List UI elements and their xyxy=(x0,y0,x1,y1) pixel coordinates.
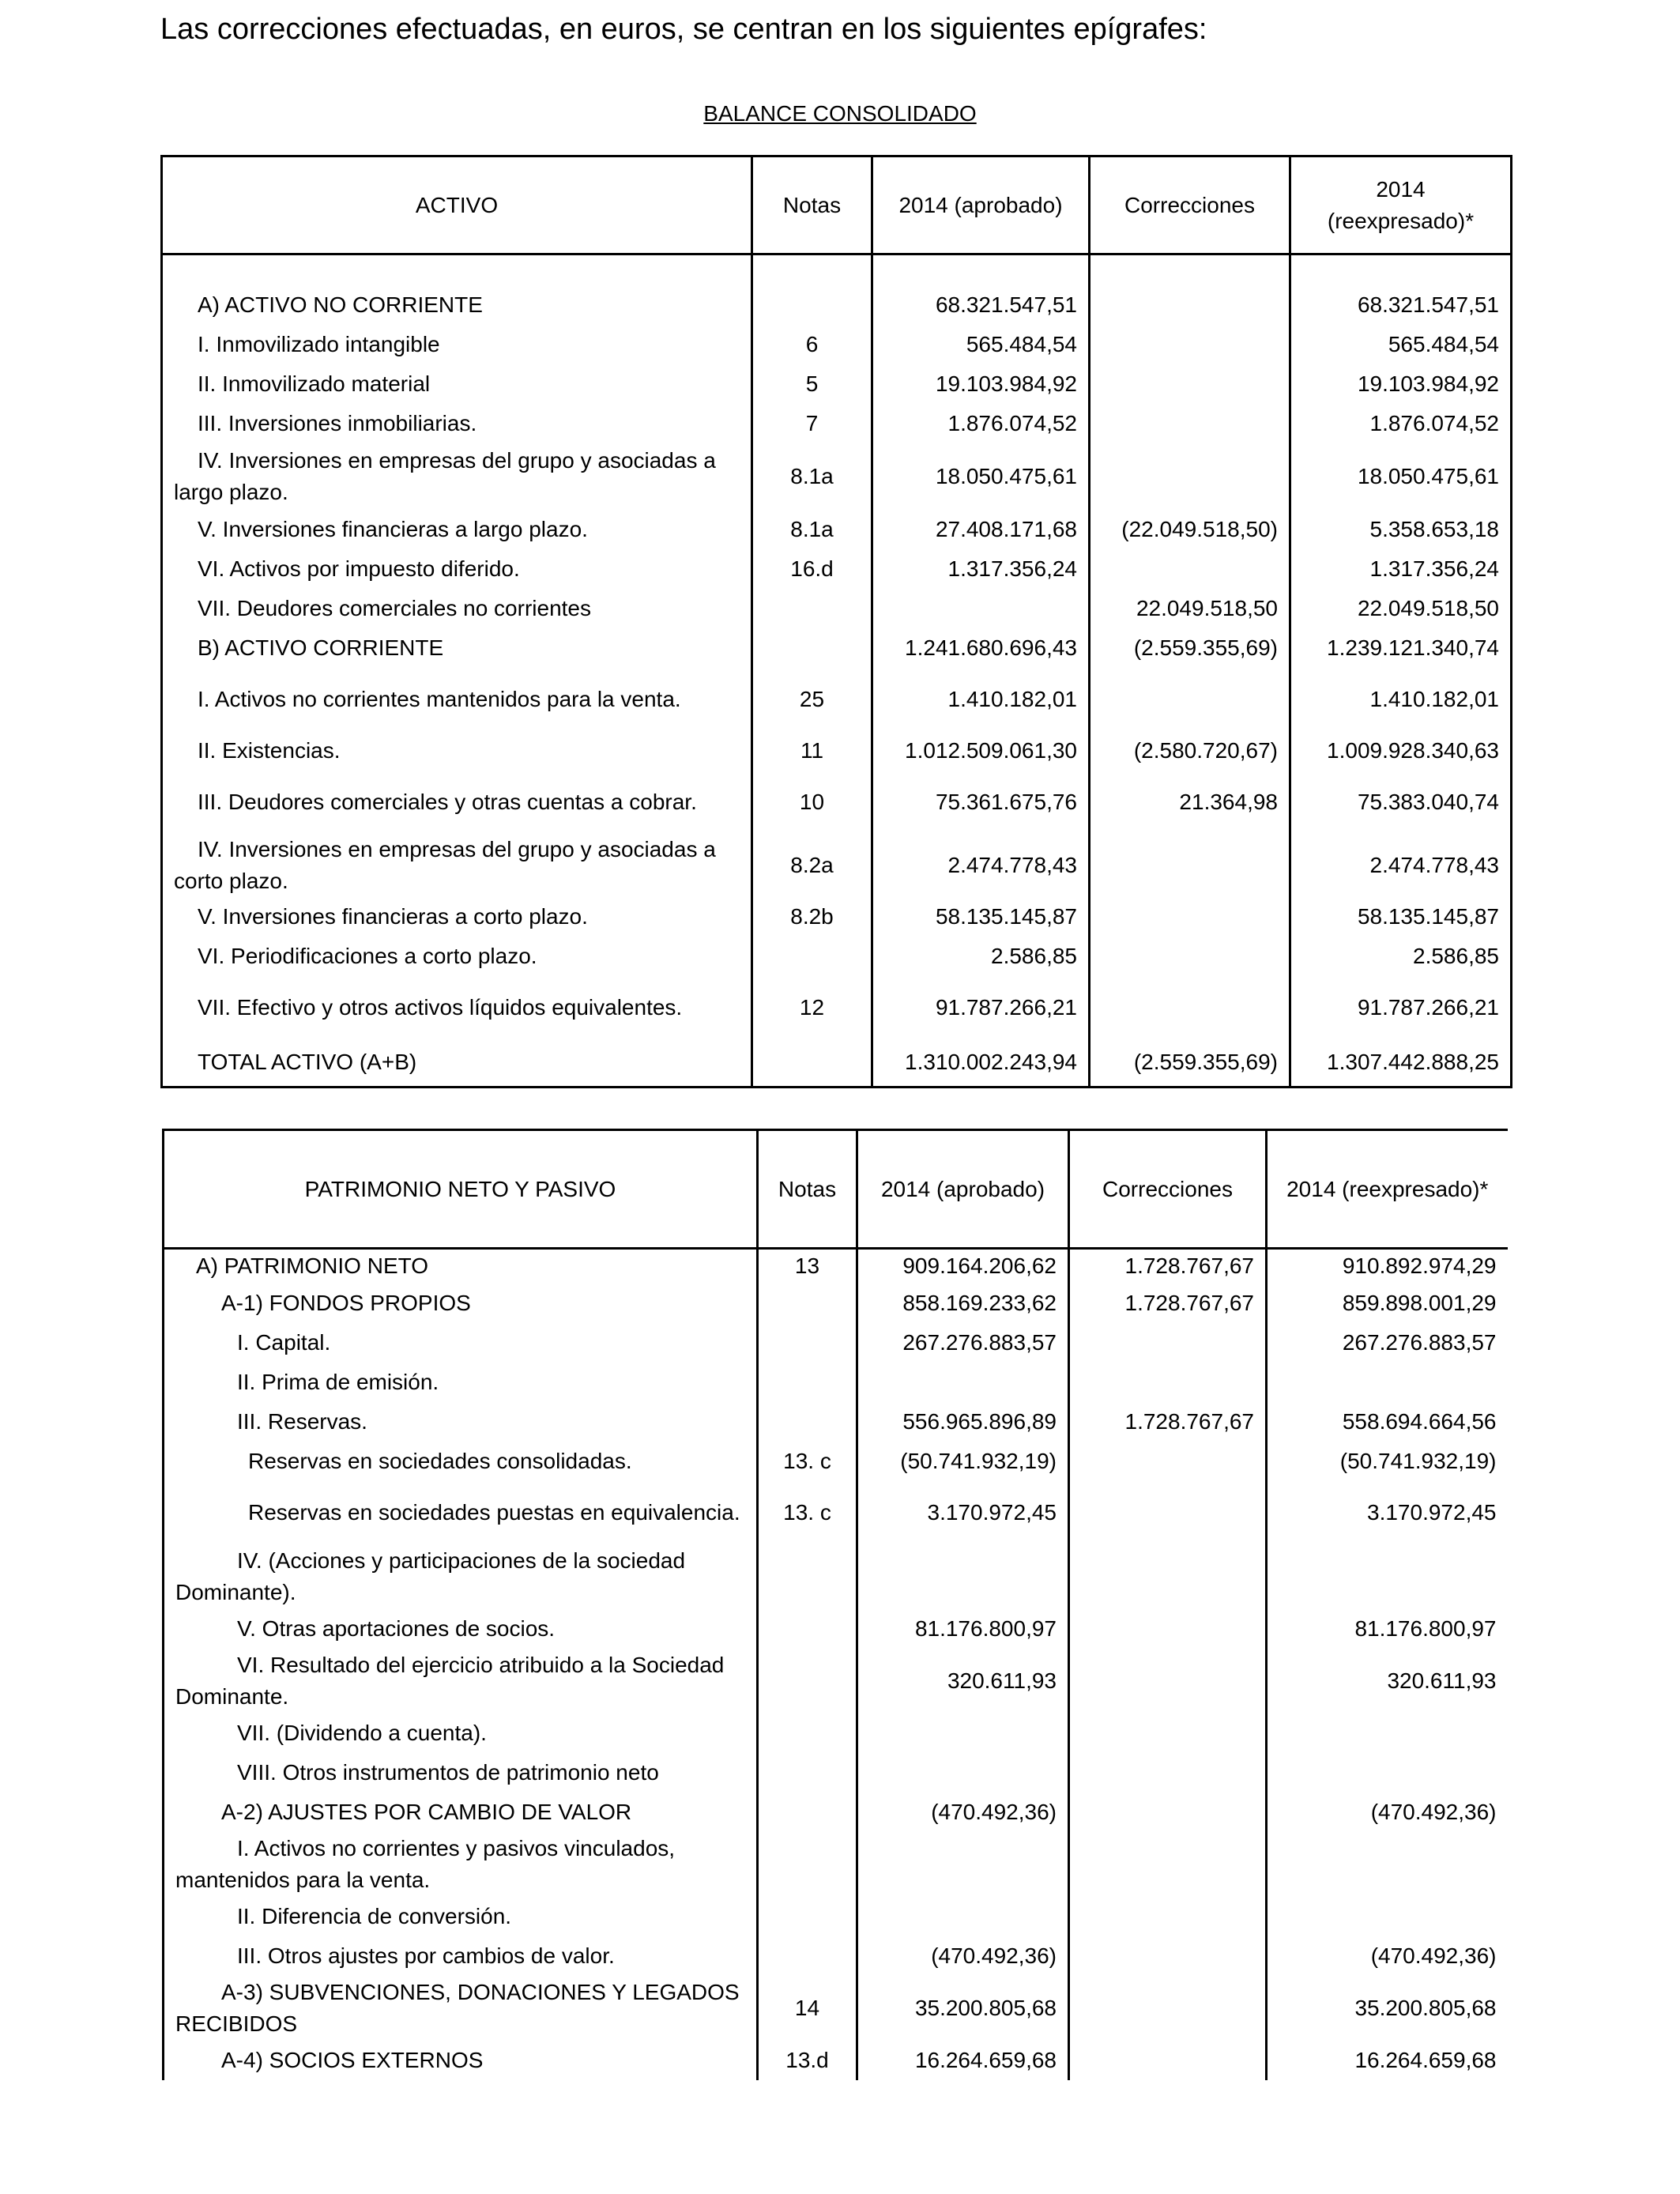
row-label: IV. Inversiones en empresas del grupo y asociadas a largo plazo. xyxy=(162,443,752,510)
row-label: II. Diferencia de conversión. xyxy=(164,1897,758,1936)
row-correcciones xyxy=(1069,2041,1267,2080)
row-notas: 13. c xyxy=(758,1481,857,1544)
row-correcciones: (2.559.355,69) xyxy=(1090,1039,1290,1087)
row-aprobado xyxy=(857,1897,1069,1936)
row-aprobado: 320.611,93 xyxy=(857,1649,1069,1713)
row-notas xyxy=(758,1363,857,1402)
row-notas xyxy=(758,1793,857,1832)
table-row xyxy=(164,1323,1508,1363)
row-label: III. Otros ajustes por cambios de valor. xyxy=(164,1936,758,1976)
row-label: III. Inversiones inmobiliarias. xyxy=(162,404,752,443)
header-correcciones: Correcciones xyxy=(1069,1130,1267,1249)
row-reexpresado: 1.239.121.340,74 xyxy=(1290,628,1512,668)
row-aprobado: (50.741.932,19) xyxy=(857,1442,1069,1481)
row-notas: 25 xyxy=(752,668,872,731)
row-correcciones: (22.049.518,50) xyxy=(1090,510,1290,549)
row-label: B) ACTIVO CORRIENTE xyxy=(162,628,752,668)
row-correcciones: 1.728.767,67 xyxy=(1069,1284,1267,1323)
row-label: A) PATRIMONIO NETO xyxy=(164,1249,758,1284)
row-correcciones xyxy=(1069,1323,1267,1363)
row-correcciones xyxy=(1069,1363,1267,1402)
row-label: I. Inmovilizado intangible xyxy=(162,325,752,364)
row-correcciones xyxy=(1069,1609,1267,1649)
row-reexpresado xyxy=(1267,1713,1508,1753)
table-row xyxy=(164,1284,1508,1323)
row-reexpresado: 1.410.182,01 xyxy=(1290,668,1512,731)
table-row xyxy=(162,937,1512,976)
table-row xyxy=(162,404,1512,443)
row-label: VI. Resultado del ejercicio atribuido a la Sociedad Dominante. xyxy=(164,1649,758,1713)
pasivo-table xyxy=(162,1129,1508,2080)
row-aprobado: 3.170.972,45 xyxy=(857,1481,1069,1544)
row-aprobado: 858.169.233,62 xyxy=(857,1284,1069,1323)
row-correcciones: 21.364,98 xyxy=(1090,771,1290,834)
row-reexpresado: 565.484,54 xyxy=(1290,325,1512,364)
row-correcciones xyxy=(1069,1481,1267,1544)
row-aprobado: (470.492,36) xyxy=(857,1793,1069,1832)
row-aprobado xyxy=(857,1832,1069,1897)
row-aprobado: 909.164.206,62 xyxy=(857,1249,1069,1284)
row-notas: 6 xyxy=(752,325,872,364)
row-notas xyxy=(752,1039,872,1087)
row-correcciones xyxy=(1069,1544,1267,1609)
row-label: IV. Inversiones en empresas del grupo y asociadas a corto plazo. xyxy=(162,834,752,897)
row-aprobado xyxy=(872,589,1090,628)
row-aprobado: 1.310.002.243,94 xyxy=(872,1039,1090,1087)
row-reexpresado xyxy=(1267,1544,1508,1609)
row-correcciones xyxy=(1069,1936,1267,1976)
row-reexpresado: 68.321.547,51 xyxy=(1290,285,1512,325)
row-correcciones xyxy=(1069,1442,1267,1481)
table-row xyxy=(162,834,1512,897)
row-correcciones: 22.049.518,50 xyxy=(1090,589,1290,628)
row-notas: 8.2a xyxy=(752,834,872,897)
row-reexpresado: 2.474.778,43 xyxy=(1290,834,1512,897)
row-reexpresado: 267.276.883,57 xyxy=(1267,1323,1508,1363)
row-reexpresado xyxy=(1267,1832,1508,1897)
row-reexpresado: 35.200.805,68 xyxy=(1267,1976,1508,2041)
row-label: III. Reservas. xyxy=(164,1402,758,1442)
row-notas: 16.d xyxy=(752,549,872,589)
row-reexpresado: 1.876.074,52 xyxy=(1290,404,1512,443)
row-label: I. Capital. xyxy=(164,1323,758,1363)
table-row xyxy=(164,1249,1508,1284)
row-correcciones xyxy=(1090,834,1290,897)
table-row xyxy=(162,668,1512,731)
row-notas xyxy=(758,1832,857,1897)
row-aprobado: 267.276.883,57 xyxy=(857,1323,1069,1363)
row-aprobado xyxy=(857,1544,1069,1609)
row-correcciones xyxy=(1090,549,1290,589)
row-correcciones xyxy=(1069,1753,1267,1793)
row-aprobado: 58.135.145,87 xyxy=(872,897,1090,937)
row-label: TOTAL ACTIVO (A+B) xyxy=(162,1039,752,1087)
table-row xyxy=(164,1832,1508,1897)
header-activo: ACTIVO xyxy=(162,156,752,254)
row-correcciones xyxy=(1090,668,1290,731)
spacer-row xyxy=(162,254,1512,286)
row-reexpresado: 910.892.974,29 xyxy=(1267,1249,1508,1284)
row-reexpresado: 75.383.040,74 xyxy=(1290,771,1512,834)
row-notas: 7 xyxy=(752,404,872,443)
row-notas xyxy=(758,1544,857,1609)
row-correcciones xyxy=(1090,364,1290,404)
row-correcciones xyxy=(1090,443,1290,510)
row-aprobado: 68.321.547,51 xyxy=(872,285,1090,325)
row-aprobado: 1.012.509.061,30 xyxy=(872,731,1090,771)
table-row xyxy=(162,325,1512,364)
row-label: VIII. Otros instrumentos de patrimonio neto xyxy=(164,1753,758,1793)
row-notas xyxy=(758,1284,857,1323)
row-aprobado: 16.264.659,68 xyxy=(857,2041,1069,2080)
row-label: A-4) SOCIOS EXTERNOS xyxy=(164,2041,758,2080)
table-row xyxy=(164,1713,1508,1753)
row-notas xyxy=(752,285,872,325)
row-aprobado: 91.787.266,21 xyxy=(872,976,1090,1039)
row-reexpresado: 558.694.664,56 xyxy=(1267,1402,1508,1442)
row-reexpresado: 81.176.800,97 xyxy=(1267,1609,1508,1649)
row-reexpresado xyxy=(1267,1897,1508,1936)
row-label: III. Deudores comerciales y otras cuentas a cobrar. xyxy=(162,771,752,834)
row-notas: 8.1a xyxy=(752,510,872,549)
row-correcciones xyxy=(1090,404,1290,443)
header-patrimonio: PATRIMONIO NETO Y PASIVO xyxy=(164,1130,758,1249)
row-correcciones xyxy=(1069,1793,1267,1832)
row-label: V. Otras aportaciones de socios. xyxy=(164,1609,758,1649)
row-label: Reservas en sociedades puestas en equivalencia. xyxy=(164,1481,758,1544)
row-reexpresado: (470.492,36) xyxy=(1267,1936,1508,1976)
header-notas: Notas xyxy=(752,156,872,254)
row-correcciones xyxy=(1090,897,1290,937)
row-label: V. Inversiones financieras a largo plazo. xyxy=(162,510,752,549)
row-correcciones: 1.728.767,67 xyxy=(1069,1402,1267,1442)
row-reexpresado: 2.586,85 xyxy=(1290,937,1512,976)
row-aprobado xyxy=(857,1713,1069,1753)
table-row xyxy=(162,897,1512,937)
table-row xyxy=(162,771,1512,834)
balance-caption-text: BALANCE CONSOLIDADO xyxy=(703,101,977,126)
row-notas xyxy=(758,1323,857,1363)
table-row xyxy=(164,1442,1508,1481)
row-notas: 14 xyxy=(758,1976,857,2041)
row-notas xyxy=(752,628,872,668)
row-label: VI. Activos por impuesto diferido. xyxy=(162,549,752,589)
table-row xyxy=(162,285,1512,325)
row-aprobado: 2.586,85 xyxy=(872,937,1090,976)
header-correcciones: Correcciones xyxy=(1090,156,1290,254)
row-reexpresado xyxy=(1267,1753,1508,1793)
table-row xyxy=(162,510,1512,549)
row-reexpresado: 1.307.442.888,25 xyxy=(1290,1039,1512,1087)
row-correcciones xyxy=(1090,976,1290,1039)
row-reexpresado xyxy=(1267,1363,1508,1402)
table-row xyxy=(164,1544,1508,1609)
row-reexpresado: 16.264.659,68 xyxy=(1267,2041,1508,2080)
table-row xyxy=(162,1039,1512,1087)
table-row xyxy=(162,628,1512,668)
row-reexpresado: 1.009.928.340,63 xyxy=(1290,731,1512,771)
table-row xyxy=(162,443,1512,510)
row-reexpresado: 19.103.984,92 xyxy=(1290,364,1512,404)
row-label: A) ACTIVO NO CORRIENTE xyxy=(162,285,752,325)
table-row xyxy=(164,1897,1508,1936)
table-row xyxy=(164,1363,1508,1402)
row-correcciones: (2.580.720,67) xyxy=(1090,731,1290,771)
row-aprobado: 18.050.475,61 xyxy=(872,443,1090,510)
table-row xyxy=(162,589,1512,628)
row-aprobado: 1.876.074,52 xyxy=(872,404,1090,443)
table-row xyxy=(164,1481,1508,1544)
row-notas: 13. c xyxy=(758,1442,857,1481)
row-reexpresado: 859.898.001,29 xyxy=(1267,1284,1508,1323)
activo-header-row xyxy=(162,156,1512,254)
row-notas: 12 xyxy=(752,976,872,1039)
row-aprobado: 1.241.680.696,43 xyxy=(872,628,1090,668)
row-label: IV. (Acciones y participaciones de la sociedad Dominante). xyxy=(164,1544,758,1609)
row-notas: 13.d xyxy=(758,2041,857,2080)
header-aprobado: 2014 (aprobado) xyxy=(857,1130,1069,1249)
table-row xyxy=(164,1936,1508,1976)
row-notas: 5 xyxy=(752,364,872,404)
table-row xyxy=(164,1793,1508,1832)
row-aprobado xyxy=(857,1363,1069,1402)
table-row xyxy=(162,364,1512,404)
row-aprobado: 1.317.356,24 xyxy=(872,549,1090,589)
row-reexpresado: 320.611,93 xyxy=(1267,1649,1508,1713)
row-aprobado: 19.103.984,92 xyxy=(872,364,1090,404)
row-aprobado: 565.484,54 xyxy=(872,325,1090,364)
row-label: VII. Deudores comerciales no corrientes xyxy=(162,589,752,628)
header-notas: Notas xyxy=(758,1130,857,1249)
balance-caption xyxy=(0,98,1680,130)
row-notas xyxy=(758,1897,857,1936)
table-row xyxy=(162,731,1512,771)
row-notas xyxy=(758,1713,857,1753)
row-correcciones: (2.559.355,69) xyxy=(1090,628,1290,668)
row-reexpresado: 22.049.518,50 xyxy=(1290,589,1512,628)
intro-text: Las correcciones efectuadas, en euros, se centran en los siguientes epígrafes: xyxy=(160,13,1207,46)
row-notas xyxy=(758,1609,857,1649)
row-reexpresado: 91.787.266,21 xyxy=(1290,976,1512,1039)
row-reexpresado: (50.741.932,19) xyxy=(1267,1442,1508,1481)
row-notas xyxy=(758,1753,857,1793)
row-label: A-1) FONDOS PROPIOS xyxy=(164,1284,758,1323)
row-aprobado: 556.965.896,89 xyxy=(857,1402,1069,1442)
row-correcciones xyxy=(1090,937,1290,976)
row-reexpresado: 3.170.972,45 xyxy=(1267,1481,1508,1544)
row-label: VII. Efectivo y otros activos líquidos equivalentes. xyxy=(162,976,752,1039)
row-label: VI. Periodificaciones a corto plazo. xyxy=(162,937,752,976)
row-notas xyxy=(758,1649,857,1713)
pasivo-header-row xyxy=(164,1130,1508,1249)
row-aprobado xyxy=(857,1753,1069,1793)
table-row xyxy=(164,2041,1508,2080)
row-label: V. Inversiones financieras a corto plazo. xyxy=(162,897,752,937)
table-row xyxy=(164,1402,1508,1442)
row-aprobado: 81.176.800,97 xyxy=(857,1609,1069,1649)
row-notas: 8.1a xyxy=(752,443,872,510)
row-aprobado: 2.474.778,43 xyxy=(872,834,1090,897)
row-label: II. Inmovilizado material xyxy=(162,364,752,404)
table-row xyxy=(162,976,1512,1039)
row-label: VII. (Dividendo a cuenta). xyxy=(164,1713,758,1753)
row-notas: 8.2b xyxy=(752,897,872,937)
row-reexpresado: 5.358.653,18 xyxy=(1290,510,1512,549)
row-aprobado: 35.200.805,68 xyxy=(857,1976,1069,2041)
header-reexpresado: 2014 (reexpresado)* xyxy=(1267,1130,1508,1249)
row-correcciones xyxy=(1069,1713,1267,1753)
row-correcciones xyxy=(1069,1976,1267,2041)
row-notas: 13 xyxy=(758,1249,857,1284)
row-label: II. Existencias. xyxy=(162,731,752,771)
header-aprobado: 2014 (aprobado) xyxy=(872,156,1090,254)
row-label: A-3) SUBVENCIONES, DONACIONES Y LEGADOS RECIBIDOS xyxy=(164,1976,758,2041)
header-reexpresado: 2014 (reexpresado)* xyxy=(1290,156,1512,254)
table-row xyxy=(164,1649,1508,1713)
table-row xyxy=(164,1976,1508,2041)
row-label: I. Activos no corrientes y pasivos vinculados, mantenidos para la venta. xyxy=(164,1832,758,1897)
row-aprobado: (470.492,36) xyxy=(857,1936,1069,1976)
row-aprobado: 27.408.171,68 xyxy=(872,510,1090,549)
table-row xyxy=(164,1609,1508,1649)
row-correcciones xyxy=(1069,1897,1267,1936)
row-correcciones xyxy=(1090,285,1290,325)
row-correcciones xyxy=(1069,1649,1267,1713)
row-reexpresado: 58.135.145,87 xyxy=(1290,897,1512,937)
row-label: II. Prima de emisión. xyxy=(164,1363,758,1402)
row-reexpresado: (470.492,36) xyxy=(1267,1793,1508,1832)
row-label: I. Activos no corrientes mantenidos para la venta. xyxy=(162,668,752,731)
table-row xyxy=(162,549,1512,589)
row-correcciones xyxy=(1090,325,1290,364)
activo-table xyxy=(160,155,1512,1088)
row-notas xyxy=(752,589,872,628)
row-aprobado: 1.410.182,01 xyxy=(872,668,1090,731)
row-notas: 11 xyxy=(752,731,872,771)
row-notas: 10 xyxy=(752,771,872,834)
row-notas xyxy=(752,937,872,976)
row-notas xyxy=(758,1936,857,1976)
row-correcciones xyxy=(1069,1832,1267,1897)
row-reexpresado: 18.050.475,61 xyxy=(1290,443,1512,510)
row-aprobado: 75.361.675,76 xyxy=(872,771,1090,834)
row-label: A-2) AJUSTES POR CAMBIO DE VALOR xyxy=(164,1793,758,1832)
table-row xyxy=(164,1753,1508,1793)
row-correcciones: 1.728.767,67 xyxy=(1069,1249,1267,1284)
row-label: Reservas en sociedades consolidadas. xyxy=(164,1442,758,1481)
row-notas xyxy=(758,1402,857,1442)
row-reexpresado: 1.317.356,24 xyxy=(1290,549,1512,589)
